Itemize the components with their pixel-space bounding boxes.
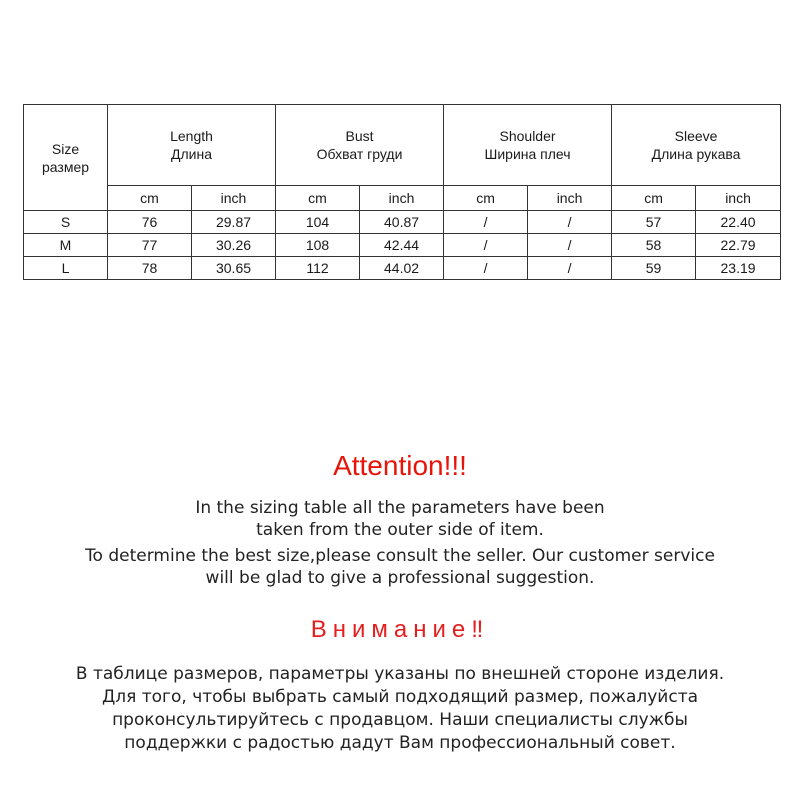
size-header-cell [24, 105, 108, 211]
bust-cm-cell: 112 [276, 257, 360, 280]
sleeve-cm-cell: 58 [612, 234, 696, 257]
bust-cm-cell: 104 [276, 211, 360, 234]
unit-cell: cm [612, 186, 696, 211]
shoulder-cm-cell: / [444, 257, 528, 280]
length-inch-cell: 30.65 [192, 257, 276, 280]
shoulder-header-ru: Ширина плеч [484, 146, 571, 162]
sleeve-inch-cell: 23.19 [696, 257, 781, 280]
bust-inch-cell: 40.87 [360, 211, 444, 234]
consult-note-line: will be glad to give a professional suggestion. [205, 568, 595, 588]
length-cm-cell: 78 [108, 257, 192, 280]
sizing-note-line: taken from the outer side of item. [256, 520, 544, 540]
sleeve-inch-cell: 22.79 [696, 234, 781, 257]
unit-cell: inch [360, 186, 444, 211]
notice-line-ru: поддержки с радостью дадут Вам профессиональный совет. [124, 733, 676, 753]
shoulder-header-en: Shoulder [499, 128, 556, 144]
notice-line-ru: проконсультируйтесь с продавцом. Наши специалисты службы [112, 710, 688, 730]
size-label-cell: S [24, 211, 108, 234]
size-label-cell: M [24, 234, 108, 257]
sleeve-cm-cell: 57 [612, 211, 696, 234]
length-inch-cell: 29.87 [192, 211, 276, 234]
size-header-en: Size [51, 140, 80, 157]
bust-header-en: Bust [345, 128, 374, 144]
bust-header-ru: Обхват груди [316, 146, 403, 162]
length-cm-cell: 76 [108, 211, 192, 234]
consult-note-line: To determine the best size,please consult the seller. Our customer service [85, 546, 715, 566]
length-header-cell [108, 105, 276, 186]
table-row-m [24, 234, 781, 257]
attention-title-ru: Внимание‼ [310, 616, 490, 643]
shoulder-cm-cell: / [444, 211, 528, 234]
sleeve-inch-cell: 22.40 [696, 211, 781, 234]
length-cm-cell: 77 [108, 234, 192, 257]
attention-title-en: Attention!!! [333, 450, 467, 481]
table-row-s [24, 211, 781, 234]
shoulder-inch-cell: / [528, 211, 612, 234]
unit-cell: inch [696, 186, 781, 211]
unit-cell: cm [276, 186, 360, 211]
notice-paragraph-ru [0, 663, 800, 755]
unit-cell: inch [528, 186, 612, 211]
size-table [23, 104, 781, 280]
sleeve-header-cell [612, 105, 781, 186]
length-header-ru: Длина [171, 146, 212, 162]
length-inch-cell: 30.26 [192, 234, 276, 257]
bust-header-cell [276, 105, 444, 186]
unit-cell: cm [444, 186, 528, 211]
sleeve-header-ru: Длина рукава [651, 146, 741, 162]
size-header-ru: размер [41, 158, 90, 175]
notice-line-ru: В таблице размеров, параметры указаны по внешней стороне изделия. [75, 664, 725, 684]
bust-inch-cell: 42.44 [360, 234, 444, 257]
units-row [24, 186, 781, 211]
bust-inch-cell: 44.02 [360, 257, 444, 280]
shoulder-inch-cell: / [528, 257, 612, 280]
length-header-en: Length [170, 128, 213, 144]
shoulder-inch-cell: / [528, 234, 612, 257]
unit-cell: inch [192, 186, 276, 211]
consult-note-en [0, 545, 800, 589]
bust-cm-cell: 108 [276, 234, 360, 257]
notice-line-ru: Для того, чтобы выбрать самый подходящий размер, пожалуйста [101, 687, 699, 707]
shoulder-cm-cell: / [444, 234, 528, 257]
sizing-note-line: In the sizing table all the parameters have been [195, 498, 605, 518]
shoulder-header-cell [444, 105, 612, 186]
size-label-cell: L [24, 257, 108, 280]
sleeve-cm-cell: 59 [612, 257, 696, 280]
sizing-note-en [0, 497, 800, 541]
table-row-l [24, 257, 781, 280]
unit-cell: cm [108, 186, 192, 211]
sleeve-header-en: Sleeve [674, 128, 718, 144]
table-header-row [24, 105, 781, 186]
